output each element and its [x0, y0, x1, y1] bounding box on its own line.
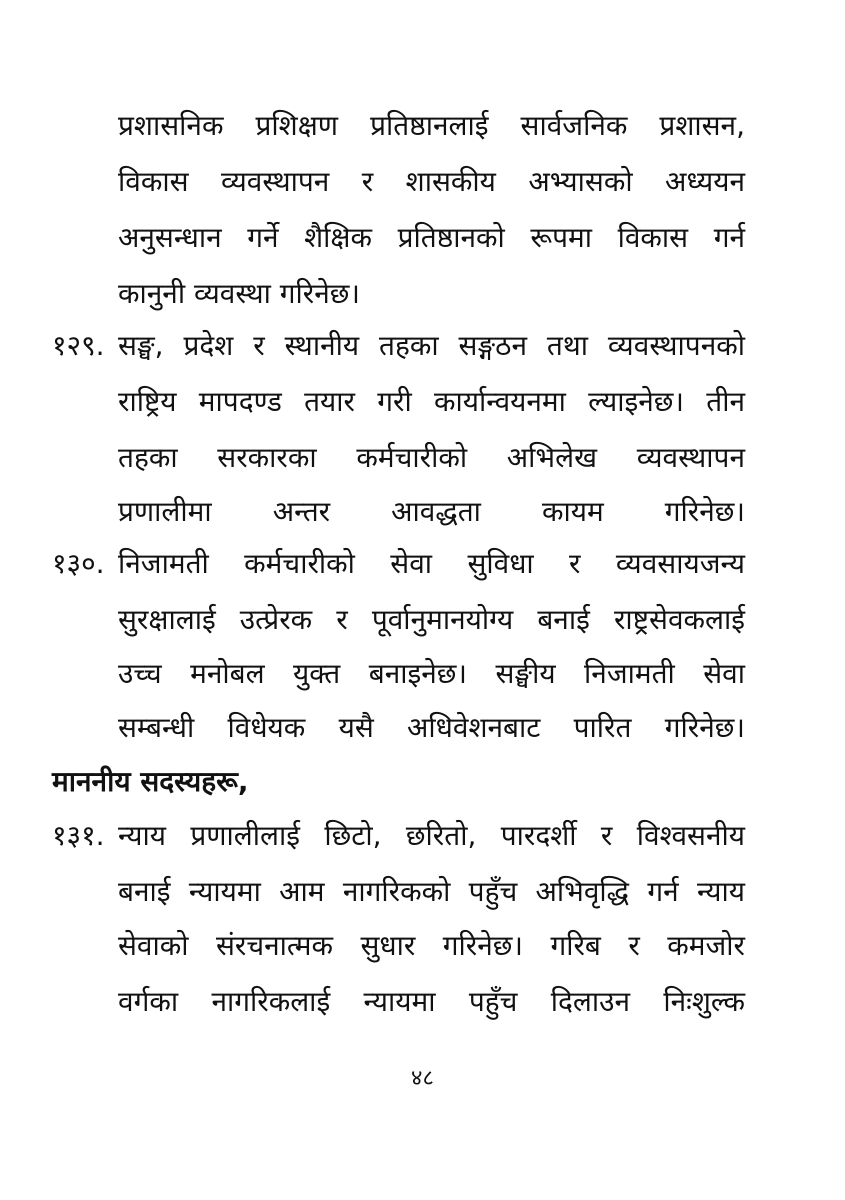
item-130-line-4: सम्बन्धी विधेयक यसै अधिवेशनबाट पारित गरिनेछ।: [118, 711, 745, 744]
item-131-line-4: वर्गका नागरिकलाई न्यायमा पहुँच दिलाउन निःशुल्क: [118, 985, 745, 1018]
item-131-number: १३१.: [52, 819, 105, 852]
intro-line-1: प्रशासनिक प्रशिक्षण प्रतिष्ठानलाई सार्वजनिक प्रशासन,: [118, 109, 745, 142]
item-130-line-3: उच्च मनोबल युक्त बनाइनेछ। सङ्घीय निजामती सेवा: [118, 657, 745, 690]
item-129-line-4: प्रणालीमा अन्तर आवद्धता कायम गरिनेछ।: [118, 495, 745, 528]
item-131-line-2: बनाई न्यायमा आम नागरिकको पहुँच अभिवृद्धि गर्न न्याय: [118, 875, 745, 908]
item-129-line-1: सङ्घ, प्रदेश र स्थानीय तहका सङ्गठन तथा व्यवस्थापनको: [118, 329, 745, 362]
item-130-line-2: सुरक्षालाई उत्प्रेरक र पूर्वानुमानयोग्य बनाई राष्ट्रसेवकलाई: [118, 603, 745, 636]
item-130-line-1: निजामती कर्मचारीको सेवा सुविधा र व्यवसायजन्य: [118, 547, 745, 580]
intro-line-4: कानुनी व्यवस्था गरिनेछ।: [118, 277, 360, 310]
item-131-line-3: सेवाको संरचनात्मक सुधार गरिनेछ। गरिब र कमजोर: [118, 929, 745, 962]
item-131-line-1: न्याय प्रणालीलाई छिटो, छरितो, पारदर्शी र विश्वसनीय: [118, 819, 745, 852]
section-heading: माननीय सदस्यहरू,: [52, 765, 249, 798]
item-129-line-2: राष्ट्रिय मापदण्ड तयार गरी कार्यान्वयनमा ल्याइनेछ। तीन: [118, 385, 745, 418]
page-number: ४८: [411, 1066, 434, 1091]
item-129-number: १२९.: [52, 329, 105, 362]
intro-line-2: विकास व्यवस्थापन र शासकीय अभ्यासको अध्ययन: [118, 165, 745, 198]
item-130-number: १३०.: [52, 547, 105, 580]
intro-line-3: अनुसन्धान गर्ने शैक्षिक प्रतिष्ठानको रूपमा विकास गर्न: [118, 221, 745, 254]
item-129-line-3: तहका सरकारका कर्मचारीको अभिलेख व्यवस्थापन: [118, 441, 745, 474]
